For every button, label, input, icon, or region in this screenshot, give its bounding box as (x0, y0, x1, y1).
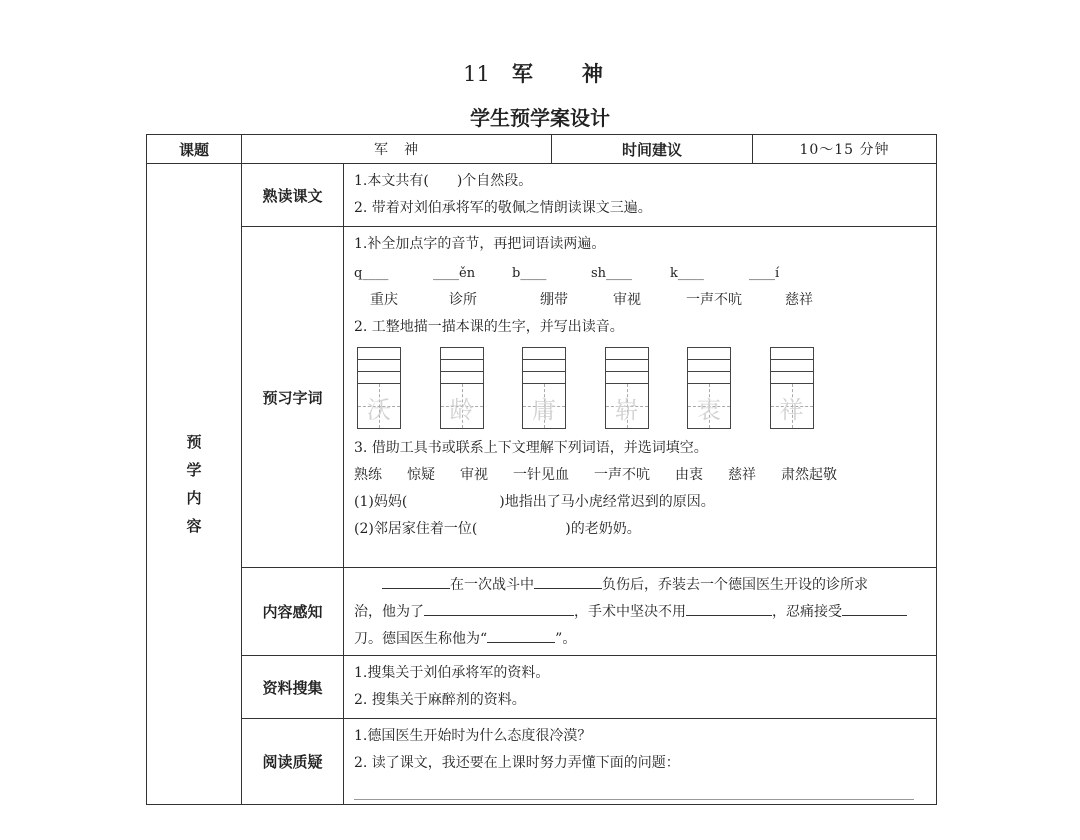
vocab-word: 一声不吭 (686, 292, 742, 308)
pinyin-blank[interactable]: k____ (670, 266, 704, 281)
vocab-word: 慈祥 (785, 292, 813, 308)
vocab-word: 诊所 (449, 292, 477, 308)
table-header-row (147, 135, 937, 164)
question-content (344, 719, 937, 805)
char-practice-box[interactable]: 衷 (687, 347, 731, 429)
question-row (147, 719, 937, 805)
material-content (344, 656, 937, 719)
content-blank[interactable] (534, 572, 602, 589)
fill-sentence-1: (1)妈妈( )地指出了马小虎经常迟到的原因。 (354, 494, 715, 510)
content-blank[interactable] (424, 599, 574, 616)
vocab-word: 绷带 (540, 292, 568, 308)
lesson-name: 军 神 (511, 62, 617, 86)
choice-word: 慈祥 (728, 467, 756, 483)
char-practice-box[interactable]: 祥 (770, 347, 814, 429)
vocab-row (147, 227, 937, 568)
char-practice-box[interactable]: 庸 (522, 347, 566, 429)
choice-word: 熟练 (354, 467, 382, 483)
content-paragraph: 在一次战斗中 负伤后，乔装去一个德国医生开设的诊所求 治，他为了 ，手术中坚决不用 ，忍痛接受 刀。德国医生称他为“ ”。 (344, 568, 937, 656)
pinyin-blank[interactable]: sh____ (591, 266, 633, 281)
choice-word: 审视 (460, 467, 488, 483)
word-choices (354, 462, 926, 489)
choice-word: 由衷 (675, 467, 703, 483)
reading-label: 熟读课文 (242, 164, 344, 227)
content-label: 内容感知 (242, 568, 344, 656)
choice-word: 惊疑 (407, 467, 435, 483)
vocab-question-1: 1.补全加点字的音节，再把词语读两遍。 (354, 236, 606, 252)
reading-item-2: 2. 带着对刘伯承将军的敬佩之情朗读课文三遍。 (354, 200, 652, 216)
material-row (147, 656, 937, 719)
material-item-1: 1.搜集关于刘伯承将军的资料。 (354, 665, 550, 681)
char-practice-box[interactable]: 崭 (605, 347, 649, 429)
topic-label: 课题 (147, 135, 242, 164)
word-row (354, 287, 926, 314)
choice-word: 肃然起敬 (781, 467, 837, 483)
lesson-number: 11 (463, 62, 490, 86)
char-grid-row (357, 341, 926, 435)
choice-word: 一针见血 (513, 467, 569, 483)
pinyin-row (354, 260, 926, 287)
pinyin-blank[interactable]: ____í (749, 266, 780, 281)
vocab-label: 预习字词 (242, 227, 344, 568)
pinyin-blank[interactable]: ____ěn (433, 266, 476, 281)
material-item-2: 2. 搜集关于麻醉剂的资料。 (354, 692, 526, 708)
page-subtitle: 学生预学案设计 (470, 106, 610, 130)
vocab-content (344, 227, 937, 568)
vocab-word: 重庆 (370, 292, 398, 308)
pinyin-blank[interactable]: b____ (512, 266, 547, 281)
vocab-question-2: 2. 工整地描一描本课的生字，并写出读音。 (354, 319, 624, 335)
content-blank[interactable] (487, 626, 555, 643)
question-label: 阅读质疑 (242, 719, 344, 805)
topic-value: 军 神 (242, 135, 552, 164)
question-item-2: 2. 读了课文，我还要在上课时努力弄懂下面的问题： (354, 755, 680, 771)
material-label: 资料搜集 (242, 656, 344, 719)
reading-item-1: 1.本文共有( )个自然段。 (354, 173, 533, 189)
time-label: 时间建议 (552, 135, 753, 164)
section-label: 预 学 内 容 (147, 164, 242, 805)
pinyin-blank[interactable]: q____ (354, 266, 389, 281)
lesson-title (0, 58, 1080, 88)
content-blank[interactable] (686, 599, 772, 616)
content-blank[interactable] (382, 572, 450, 589)
preview-plan-table (146, 134, 937, 805)
vocab-word: 审视 (613, 292, 641, 308)
time-value: 10～15 分钟 (753, 135, 937, 164)
question-item-1: 1.德国医生开始时为什么态度很冷漠？ (354, 728, 592, 744)
reading-row (147, 164, 937, 227)
reading-content (344, 164, 937, 227)
choice-word: 一声不吭 (594, 467, 650, 483)
vocab-question-3: 3. 借助工具书或联系上下文理解下列词语，并选词填空。 (354, 440, 708, 456)
content-blank[interactable] (842, 599, 907, 616)
char-practice-box[interactable]: 沃 (357, 347, 401, 429)
fill-sentence-2: (2)邻居家住着一位( )的老奶奶。 (354, 521, 641, 537)
content-row (147, 568, 937, 656)
char-practice-box[interactable]: 龄 (440, 347, 484, 429)
answer-line[interactable] (354, 799, 914, 800)
